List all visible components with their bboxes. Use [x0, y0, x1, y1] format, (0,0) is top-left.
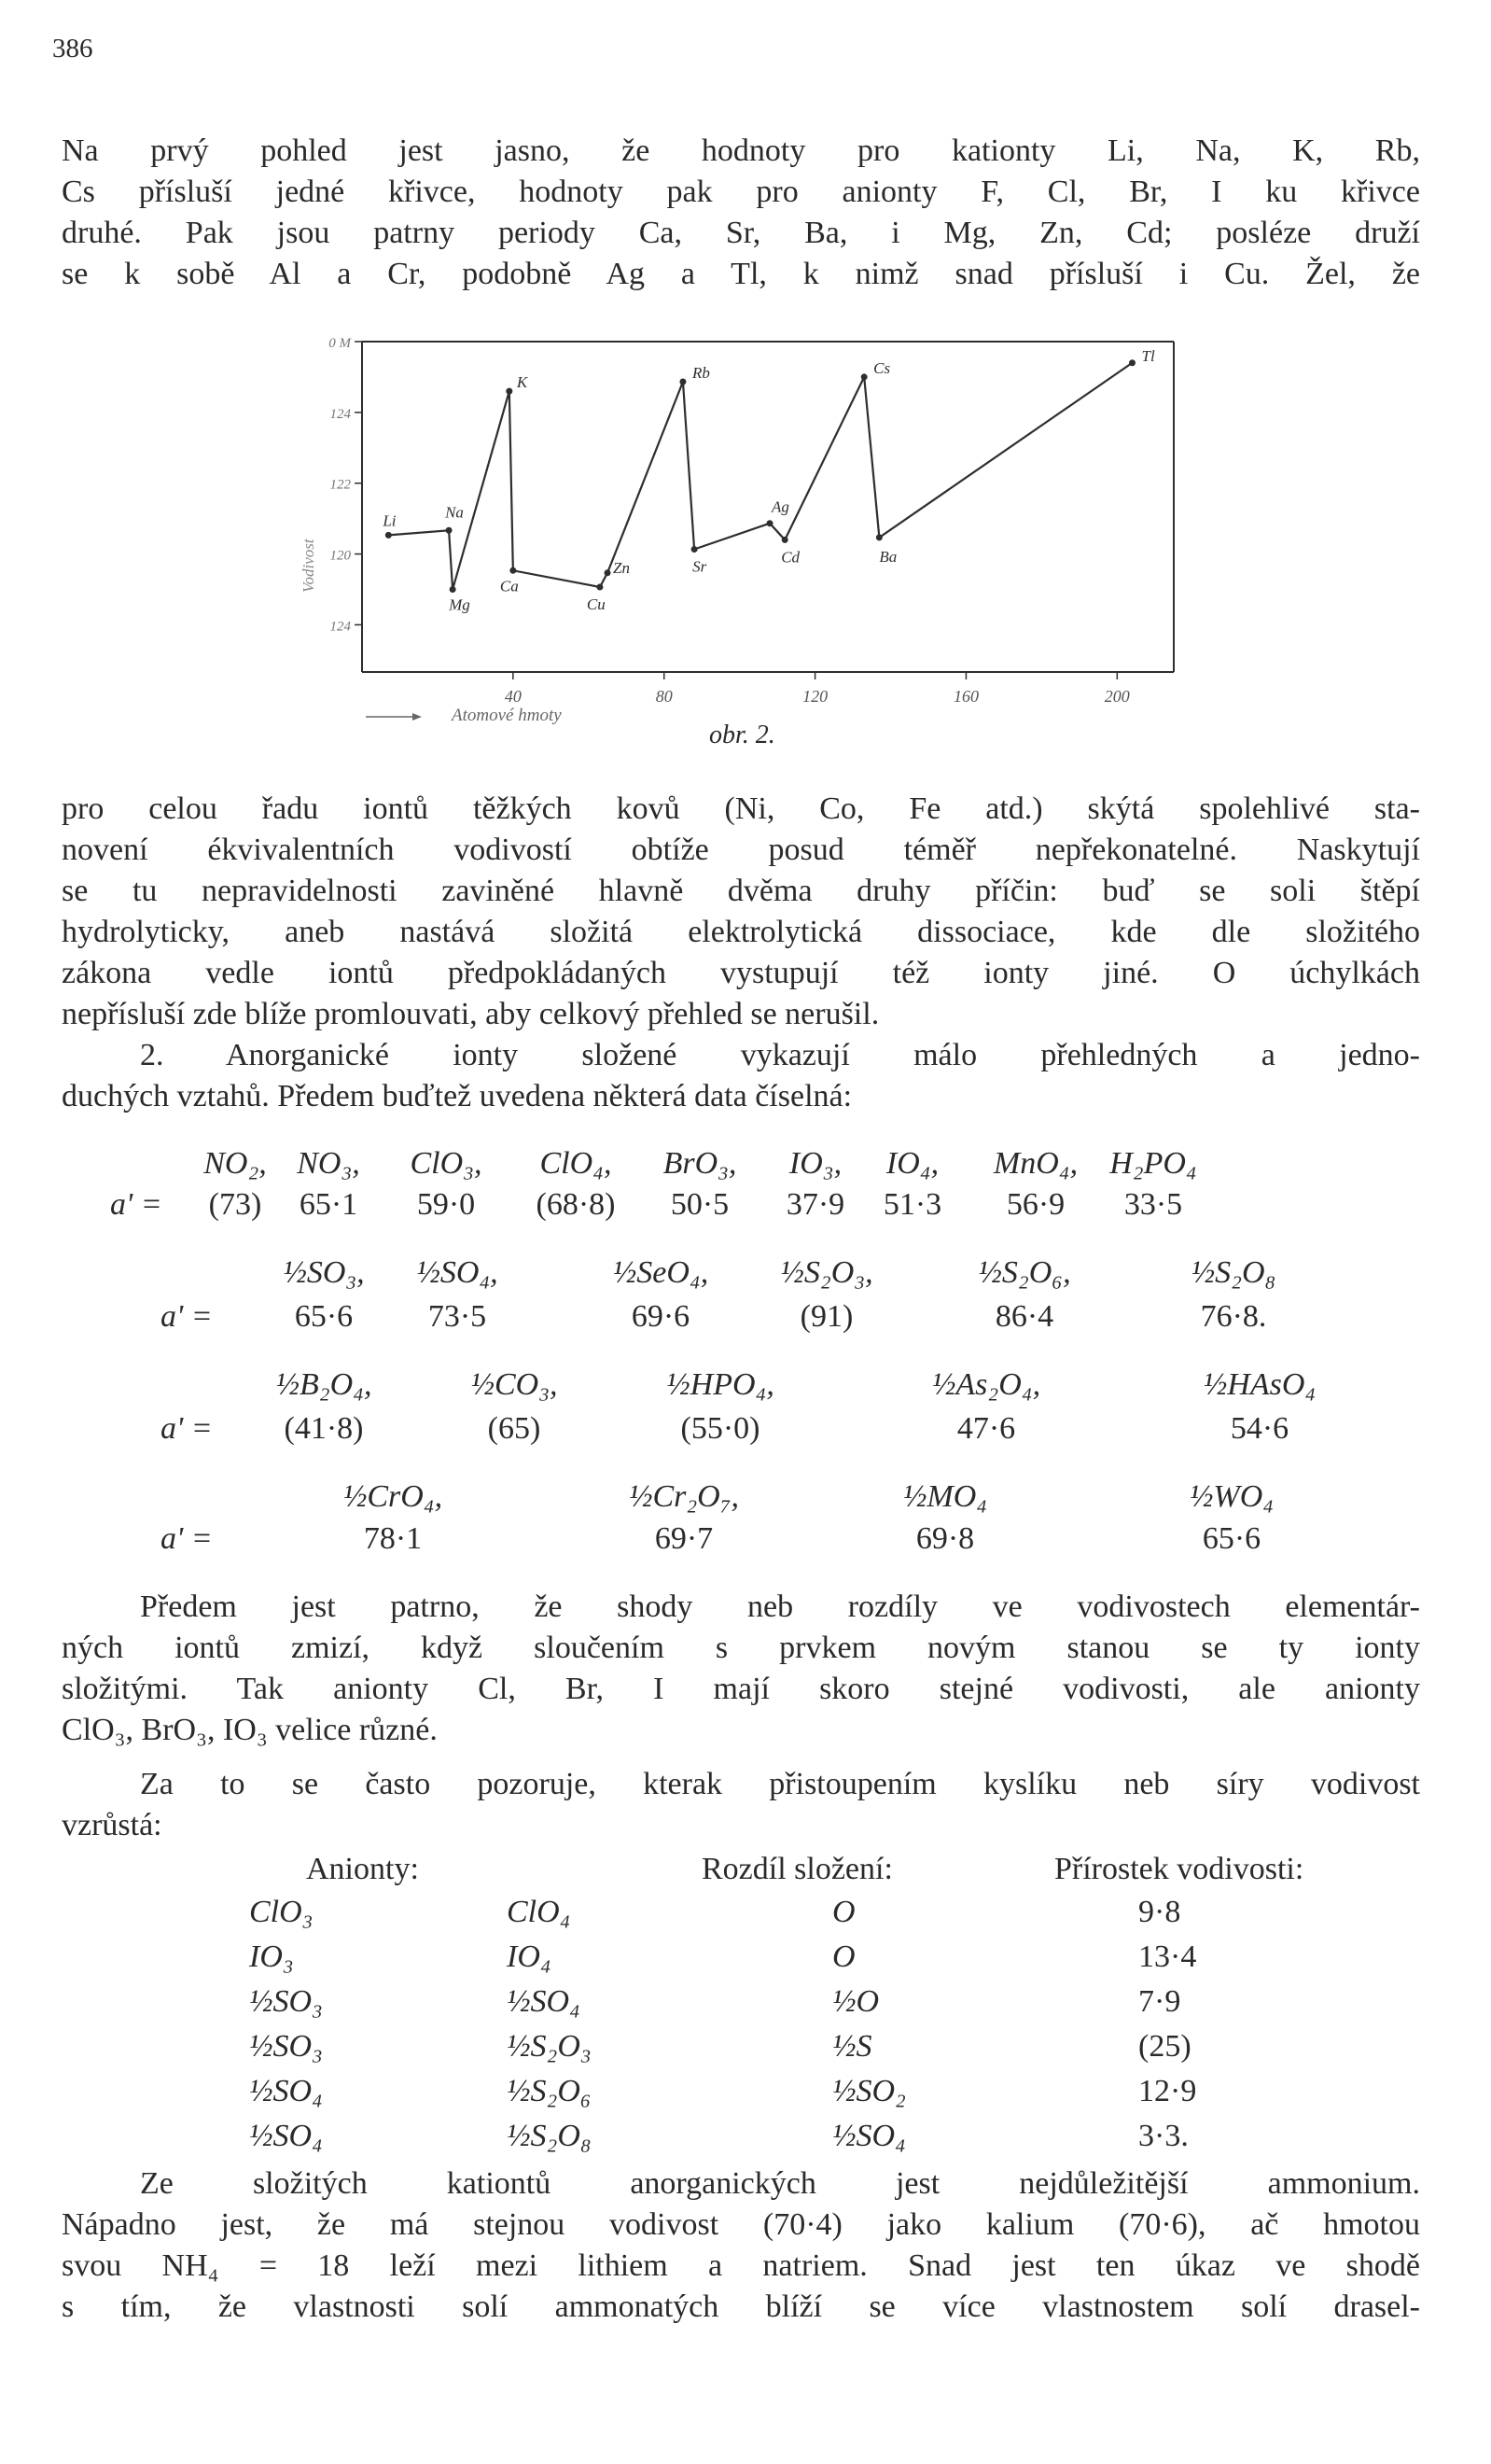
data-point-ca [509, 567, 516, 574]
conductivity-value: 56·9 [1006, 1187, 1066, 1222]
conductivity-label: a' = [110, 1187, 162, 1222]
point-label: K [516, 373, 528, 392]
conductivity-value: 51·3 [883, 1187, 942, 1222]
ion-formula: ½WO₄ [1189, 1479, 1275, 1514]
ion-formula: ½As₂O₄, [931, 1367, 1041, 1402]
point-label: Ba [879, 547, 898, 566]
conductivity-value: 59·0 [416, 1187, 476, 1222]
conductivity-value: 65·6 [294, 1299, 354, 1334]
table-cell-from: ½SO₄ [249, 2119, 323, 2153]
y-tick-label: 124 [329, 619, 351, 635]
data-point-sr [691, 546, 698, 553]
x-tick-label: 80 [655, 687, 673, 706]
point-label: Sr [692, 557, 707, 576]
conductivity-label: a' = [160, 1521, 213, 1556]
table-cell-from: ½SO₃ [249, 1984, 323, 2019]
ion-formula: ½SO₄, [416, 1255, 498, 1290]
text-line: ClO₃, BrO₃, IO₃ velice různé. [62, 1713, 438, 1747]
table-cell-to: IO₄ [507, 1939, 551, 1974]
conductivity-value: 86·4 [995, 1299, 1054, 1334]
text-line: pro celou řadu iontů těžkých kovů (Ni, Co, Fe atd.) skýtá spolehlivé sta- [62, 791, 1420, 826]
text-line: Cs přísluší jedné křivce, hodnoty pak pro anionty F, Cl, Br, I ku křivce [62, 175, 1420, 209]
conductivity-label: a' = [160, 1411, 213, 1446]
table-cell-diff: O [832, 1939, 856, 1974]
ion-formula: H₂PO₄ [1109, 1146, 1197, 1181]
ion-formula: ½MO₄ [902, 1479, 988, 1514]
point-label: Na [445, 503, 464, 522]
conductivity-value: (65) [487, 1411, 541, 1446]
paragraph-4 [62, 1764, 1420, 1846]
conductivity-value: (91) [800, 1299, 854, 1334]
paragraph-1 [62, 131, 1420, 295]
conductivity-value: 76·8. [1200, 1299, 1267, 1334]
conductivity-value: 54·6 [1230, 1411, 1289, 1446]
conductivity-figure [280, 325, 1194, 763]
table-cell-gain: 12·9 [1138, 2074, 1197, 2108]
data-point-k [506, 388, 512, 395]
data-point-ba [876, 534, 883, 540]
data-point-ag [767, 520, 773, 526]
table-cell-gain: (25) [1138, 2029, 1191, 2064]
table-cell-to: ½S₂O₆ [507, 2074, 592, 2108]
point-label: Ag [772, 497, 789, 516]
table-cell-diff: ½S [832, 2029, 872, 2064]
x-axis-label: Atomové hmoty [452, 706, 562, 725]
table-header: Rozdíl složení: [702, 1852, 893, 1886]
ion-formula: ½S₂O₃, [780, 1255, 873, 1290]
text-line: nepřísluší zde blíže promlouvati, aby celkový přehled se nerušil. [62, 997, 880, 1031]
conductivity-value: 73·5 [427, 1299, 487, 1334]
ion-formula: IO₃, [788, 1146, 843, 1181]
table-cell-gain: 7·9 [1138, 1984, 1181, 2019]
ion-formula: ½SO₃, [283, 1255, 365, 1290]
table-cell-diff: ½O [832, 1984, 880, 2019]
ion-formula: NO₂, [203, 1146, 267, 1181]
paragraph-2 [62, 789, 1420, 1117]
text-line: se k sobě Al a Cr, podobně Ag a Tl, k nimž snad přísluší i Cu. Žel, že [62, 257, 1420, 291]
y-tick-label: 0 M [328, 336, 351, 351]
table-cell-gain: 13·4 [1138, 1939, 1197, 1974]
table-header: Anionty: [306, 1852, 419, 1886]
table-cell-diff: O [832, 1895, 856, 1929]
text-line: Za to se často pozoruje, kterak přistoupením kyslíku neb síry vodivost [140, 1767, 1420, 1801]
conductivity-value: 69·6 [631, 1299, 690, 1334]
paragraph-3 [62, 1587, 1420, 1751]
conductivity-value: 69·7 [654, 1521, 714, 1556]
text-line: vzrůstá: [62, 1808, 162, 1842]
ion-formula: ½HAsO₄ [1203, 1367, 1317, 1402]
table-cell-diff: ½SO₄ [832, 2119, 906, 2153]
conductivity-value: 37·9 [786, 1187, 845, 1222]
conductivity-label: a' = [160, 1299, 213, 1334]
ion-formula: ½SeO₄, [612, 1255, 709, 1290]
figure-caption: obr. 2. [709, 721, 775, 749]
x-tick-label: 40 [504, 687, 522, 706]
conductivity-value: (68·8) [536, 1187, 616, 1222]
ion-formula: ½S₂O₆, [978, 1255, 1071, 1290]
text-line: duchých vztahů. Předem buďtež uvedena některá data číselná: [62, 1079, 853, 1113]
ion-formula: ½CO₃, [470, 1367, 558, 1402]
data-point-tl [1129, 359, 1136, 366]
ion-formula: BrO₃, [662, 1146, 737, 1181]
table-cell-from: ½SO₃ [249, 2029, 323, 2064]
text-line: Předem jest patrno, že shody neb rozdíly ve vodivostech elementár- [140, 1589, 1420, 1624]
ion-formula: NO₃, [297, 1146, 360, 1181]
conductivity-value: (55·0) [680, 1411, 760, 1446]
data-point-zn [605, 569, 611, 576]
table-cell-to: ½S₂O₃ [507, 2029, 592, 2064]
text-line: se tu nepravidelnosti zaviněné hlavně dvěma druhy příčin: buď se soli štěpí [62, 874, 1420, 908]
point-label: Cs [873, 358, 891, 377]
ion-formula: MnO₄, [993, 1146, 1079, 1181]
data-point-cs [861, 373, 868, 380]
ion-formula: ½CrO₄, [342, 1479, 443, 1514]
conductivity-value: 33·5 [1123, 1187, 1183, 1222]
data-point-li [385, 532, 392, 539]
table-cell-gain: 3·3. [1138, 2119, 1189, 2153]
point-label: Zn [613, 558, 630, 577]
text-line: svou NH₄ = 18 leží mezi lithiem a natriem. Snad jest ten úkaz ve shodě [62, 2248, 1420, 2283]
data-point-mg [450, 586, 456, 593]
text-line: složitými. Tak anionty Cl, Br, I mají skoro stejné vodivosti, ale anionty [62, 1672, 1420, 1706]
text-line: ných iontů zmizí, když sloučením s prvkem novým stanou se ty ionty [62, 1631, 1420, 1665]
table-cell-from: IO₃ [249, 1939, 294, 1974]
ion-formula: ClO₃, [410, 1146, 482, 1181]
x-tick-label: 200 [1104, 687, 1130, 706]
y-tick-label: 124 [329, 406, 351, 422]
conductivity-value: 65·6 [1202, 1521, 1261, 1556]
ion-formula: ClO₄, [539, 1146, 612, 1181]
conductivity-chart [280, 325, 1194, 763]
text-line: Nápadno jest, že má stejnou vodivost (70·4) jako kalium (70·6), ač hmotou [62, 2207, 1420, 2242]
table-header: Přírostek vodivosti: [1054, 1852, 1304, 1886]
text-line: zákona vedle iontů předpokládaných vystupují též ionty jiné. O úchylkách [62, 956, 1420, 990]
ion-formula: ½B₂O₄, [275, 1367, 372, 1402]
data-point-rb [679, 378, 686, 385]
paragraph-5 [62, 2163, 1420, 2328]
series-line [388, 363, 1132, 590]
ion-formula: ½HPO₄, [666, 1367, 774, 1402]
x-tick-label: 120 [802, 687, 829, 706]
conductivity-value: 65·1 [299, 1187, 358, 1222]
table-cell-to: ClO₄ [507, 1895, 571, 1929]
table-cell-to: ½S₂O₈ [507, 2119, 592, 2153]
point-label: Ca [499, 577, 519, 595]
table-cell-to: ½SO₄ [507, 1984, 580, 2019]
y-tick-label: 120 [329, 548, 351, 564]
point-label: Tl [1141, 346, 1155, 365]
point-label: Cu [586, 595, 606, 613]
table-cell-diff: ½SO₂ [832, 2074, 906, 2108]
ion-formula: IO₄, [885, 1146, 940, 1181]
point-label: Cd [781, 548, 801, 567]
point-label: Li [383, 511, 397, 530]
data-point-cd [782, 537, 788, 543]
conductivity-value: 69·8 [915, 1521, 975, 1556]
conductivity-value: 47·6 [956, 1411, 1016, 1446]
ion-formula: ½Cr₂O₇, [628, 1479, 740, 1514]
page-number: 386 [52, 34, 93, 63]
conductivity-value: (73) [208, 1187, 262, 1222]
data-point-na [446, 527, 453, 534]
text-line: druhé. Pak jsou patrny periody Ca, Sr, Ba, i Mg, Zn, Cd; posléze druží [62, 216, 1420, 250]
text-line: Na prvý pohled jest jasno, že hodnoty pro kationty Li, Na, K, Rb, [62, 133, 1420, 168]
table-cell-from: ½SO₄ [249, 2074, 323, 2108]
conductivity-value: (41·8) [284, 1411, 364, 1446]
point-label: Mg [449, 595, 470, 614]
y-tick-label: 122 [329, 477, 351, 493]
ion-formula: ½S₂O₈ [1191, 1255, 1276, 1290]
data-point-cu [596, 583, 603, 590]
conductivity-value: 78·1 [363, 1521, 423, 1556]
text-line: 2. Anorganické ionty složené vykazují málo přehledných a jedno- [140, 1038, 1420, 1072]
text-line: hydrolyticky, aneb nastává složitá elektrolytická dissociace, kde dle složitého [62, 915, 1420, 949]
x-tick-label: 160 [953, 687, 979, 706]
text-line: novení ékvivalentních vodivostí obtíže posud téměř nepřekonatelné. Naskytují [62, 833, 1420, 867]
point-label: Rb [691, 363, 710, 382]
conductivity-value: 50·5 [670, 1187, 730, 1222]
x-axis-arrowhead [412, 713, 422, 721]
table-cell-gain: 9·8 [1138, 1895, 1181, 1929]
text-line: Ze složitých kationtů anorganických jest nejdůležitější ammonium. [140, 2166, 1420, 2201]
y-axis-label: Vodivost [300, 539, 317, 594]
table-cell-from: ClO₃ [249, 1895, 314, 1929]
text-line: s tím, že vlastnosti solí ammonatých blíží se více vlastnostem solí drasel- [62, 2289, 1420, 2324]
